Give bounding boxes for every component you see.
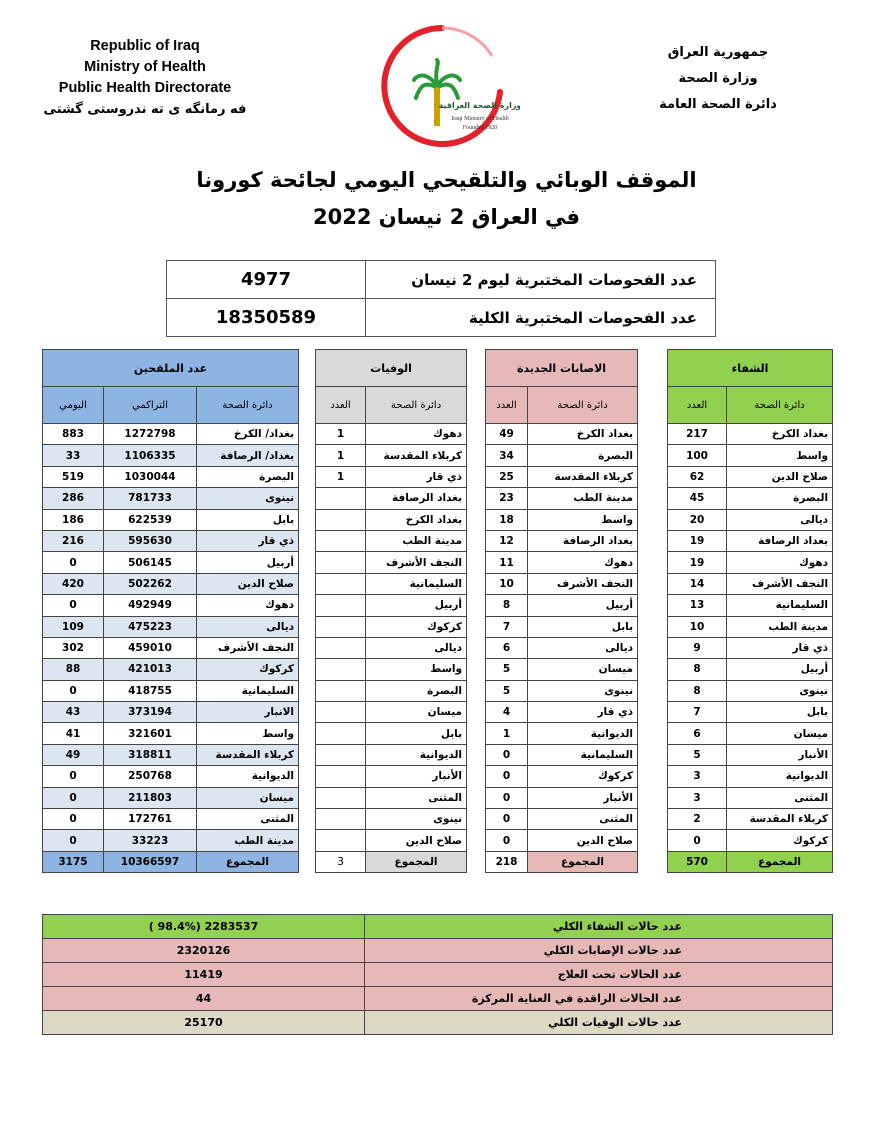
vac-daily-cell: 41 — [43, 723, 104, 744]
vac-cumulative-cell: 595630 — [104, 530, 197, 551]
vac-directorate-cell: نينوى — [197, 488, 299, 509]
cases-directorate-cell: بغداد الرصافة — [528, 530, 638, 551]
deaths-directorate-cell: كربلاء المقدسة — [366, 445, 467, 466]
deaths-directorate-cell: النجف الأشرف — [366, 552, 467, 573]
vac-daily-cell: 286 — [43, 488, 104, 509]
table-row — [43, 680, 833, 701]
recovery-count-cell: 19 — [668, 552, 727, 573]
recovery-count-cell: 19 — [668, 530, 727, 551]
page-subtitle-date: في العراق 2 نيسان 2022 — [313, 205, 580, 229]
section-header-row — [43, 350, 833, 387]
deaths-count-cell — [316, 809, 366, 830]
deaths-count-cell — [316, 595, 366, 616]
header-country: Republic of Iraq — [90, 38, 200, 54]
vac-cumulative-cell: 172761 — [104, 809, 197, 830]
recovery-count-cell: 14 — [668, 573, 727, 594]
deaths-count-cell — [316, 766, 366, 787]
deaths-count-cell — [316, 659, 366, 680]
vac-cumulative-cell: 211803 — [104, 787, 197, 808]
recovery-directorate-cell: بغداد الكرخ — [727, 424, 833, 445]
recovery-count-cell: 62 — [668, 466, 727, 487]
summary-label: عدد حالات الشفاء الكلي — [365, 915, 833, 939]
cases-directorate-cell: دهوك — [528, 552, 638, 573]
table-row — [43, 787, 833, 808]
recovery-count-cell: 8 — [668, 680, 727, 701]
cases-count-cell: 5 — [486, 659, 528, 680]
recovery-directorate-cell: كربلاء المقدسة — [727, 809, 833, 830]
deaths-directorate-cell: كركوك — [366, 616, 467, 637]
summary-row-under-treatment — [43, 963, 833, 987]
vac-directorate-cell: البصرة — [197, 466, 299, 487]
deaths-directorate-cell: بغداد الكرخ — [366, 509, 467, 530]
recovery-directorate-cell: المثنى — [727, 787, 833, 808]
cases-directorate-cell: واسط — [528, 509, 638, 530]
vac-cumulative-cell: 506145 — [104, 552, 197, 573]
vac-cumulative-cell: 459010 — [104, 637, 197, 658]
table-row — [43, 766, 833, 787]
deaths-directorate-cell: السليمانية — [366, 573, 467, 594]
recovery-count-cell: 3 — [668, 787, 727, 808]
recovery-directorate-header: دائرة الصحة — [727, 387, 833, 424]
deaths-count-cell — [316, 702, 366, 723]
daily-tests-value: 4977 — [167, 261, 366, 299]
recovery-count-cell: 3 — [668, 766, 727, 787]
summary-label: عدد الحالات الراقدة في العناية المركزة — [365, 987, 833, 1011]
vac-cumulative-cell: 421013 — [104, 659, 197, 680]
cases-total: 218 — [486, 851, 528, 872]
deaths-section-header: الوفيات — [316, 350, 467, 387]
deaths-total: 3 — [316, 851, 366, 872]
recovery-count-cell: 45 — [668, 488, 727, 509]
vac-daily-cell: 0 — [43, 766, 104, 787]
vac-directorate-cell: أربيل — [197, 552, 299, 573]
vac-cumulative-cell: 475223 — [104, 616, 197, 637]
page-title: الموقف الوبائي والتلقيحي اليومي لجائحة كورونا — [196, 168, 697, 192]
recovery-total: 570 — [668, 851, 727, 872]
vac-cumulative-cell: 33223 — [104, 830, 197, 851]
header-arabic — [643, 40, 793, 118]
cases-count-cell: 7 — [486, 616, 528, 637]
vac-daily-cell: 0 — [43, 809, 104, 830]
deaths-directorate-cell: الأنبار — [366, 766, 467, 787]
cases-count-cell: 4 — [486, 702, 528, 723]
vac-cumulative-cell: 373194 — [104, 702, 197, 723]
vac-directorate-cell: السليمانية — [197, 680, 299, 701]
deaths-directorate-cell: دهوك — [366, 424, 467, 445]
vac-daily-cell: 0 — [43, 830, 104, 851]
vac-cumulative-cell: 781733 — [104, 488, 197, 509]
recovery-count-header: العدد — [668, 387, 727, 424]
vac-directorate-cell: الانبار — [197, 702, 299, 723]
recovery-count-cell: 8 — [668, 659, 727, 680]
header-ar-directorate: دائرة الصحة العامة — [659, 97, 777, 112]
vac-cumulative-cell: 250768 — [104, 766, 197, 787]
recovery-directorate-cell: الديوانية — [727, 766, 833, 787]
cases-count-cell: 1 — [486, 723, 528, 744]
cases-count-header: العدد — [486, 387, 528, 424]
deaths-count-cell — [316, 830, 366, 851]
recovery-count-cell: 2 — [668, 809, 727, 830]
table-row — [43, 702, 833, 723]
deaths-directorate-cell: مدينة الطب — [366, 530, 467, 551]
cases-directorate-cell: الأنبار — [528, 787, 638, 808]
vac-directorate-cell: النجف الأشرف — [197, 637, 299, 658]
vac-cumulative-cell: 492949 — [104, 595, 197, 616]
summary-value: 2320126 — [43, 939, 365, 963]
vac-daily-cell: 0 — [43, 680, 104, 701]
deaths-count-cell — [316, 573, 366, 594]
vac-daily-cell: 0 — [43, 552, 104, 573]
vac-daily-total: 3175 — [43, 851, 104, 872]
cases-directorate-cell: ميسان — [528, 659, 638, 680]
header-directorate: Public Health Directorate — [58, 80, 232, 96]
vac-daily-cell: 519 — [43, 466, 104, 487]
table-row — [43, 466, 833, 487]
recovery-count-cell: 5 — [668, 744, 727, 765]
recovery-directorate-cell: النجف الأشرف — [727, 573, 833, 594]
vac-cumulative-cell: 318811 — [104, 744, 197, 765]
vac-daily-cell: 302 — [43, 637, 104, 658]
vac-directorate-cell: دهوك — [197, 595, 299, 616]
summary-label: عدد الحالات تحت العلاج — [365, 963, 833, 987]
cumulative-summary-table — [42, 914, 833, 1035]
vac-cumulative-cell: 622539 — [104, 509, 197, 530]
deaths-directorate-cell: الديوانية — [366, 744, 467, 765]
cases-total-label: المجموع — [528, 851, 638, 872]
cases-count-cell: 23 — [486, 488, 528, 509]
table-row — [43, 616, 833, 637]
cases-section-header: الاصابات الجديدة — [486, 350, 638, 387]
deaths-count-cell — [316, 530, 366, 551]
deaths-directorate-cell: ميسان — [366, 702, 467, 723]
recovery-directorate-cell: دهوك — [727, 552, 833, 573]
vac-daily-cell: 43 — [43, 702, 104, 723]
header-english — [40, 36, 250, 120]
summary-row-icu — [43, 987, 833, 1011]
vac-daily-cell: 49 — [43, 744, 104, 765]
summary-value: 25170 — [43, 1011, 365, 1035]
cases-directorate-cell: البصرة — [528, 445, 638, 466]
cases-directorate-cell: بابل — [528, 616, 638, 637]
cases-count-cell: 0 — [486, 787, 528, 808]
recovery-count-cell: 10 — [668, 616, 727, 637]
recovery-section-header: الشفاء — [668, 350, 833, 387]
summary-value: 11419 — [43, 963, 365, 987]
vac-daily-cell: 0 — [43, 595, 104, 616]
deaths-directorate-cell: بابل — [366, 723, 467, 744]
cases-count-cell: 5 — [486, 680, 528, 701]
table-row — [43, 424, 833, 445]
recovery-directorate-cell: بابل — [727, 702, 833, 723]
recovery-directorate-cell: ديالى — [727, 509, 833, 530]
recovery-count-cell: 9 — [668, 637, 727, 658]
vac-directorate-cell: واسط — [197, 723, 299, 744]
cases-count-cell: 25 — [486, 466, 528, 487]
vac-cumulative-cell: 1106335 — [104, 445, 197, 466]
deaths-count-cell — [316, 787, 366, 808]
table-row — [43, 637, 833, 658]
table-row — [43, 659, 833, 680]
recovery-directorate-cell: السليمانية — [727, 595, 833, 616]
deaths-count-cell — [316, 552, 366, 573]
deaths-count-cell — [316, 723, 366, 744]
cases-count-cell: 0 — [486, 830, 528, 851]
lab-tests-table — [166, 260, 716, 337]
cases-count-cell: 8 — [486, 595, 528, 616]
recovery-count-cell: 7 — [668, 702, 727, 723]
recovery-count-cell: 6 — [668, 723, 727, 744]
recovery-count-cell: 100 — [668, 445, 727, 466]
cases-count-cell: 6 — [486, 637, 528, 658]
vac-directorate-cell: صلاح الدين — [197, 573, 299, 594]
deaths-count-cell — [316, 744, 366, 765]
header-kurdish: فه رمانگه ی ته ندروستی گشتی — [43, 102, 247, 117]
logo-english-text: Iraqi Ministry of Health — [451, 116, 509, 122]
deaths-count-cell: 1 — [316, 466, 366, 487]
cases-directorate-cell: الديوانية — [528, 723, 638, 744]
vac-directorate-header: دائرة الصحة — [197, 387, 299, 424]
cases-directorate-cell: كركوك — [528, 766, 638, 787]
cases-directorate-cell: المثنى — [528, 809, 638, 830]
deaths-count-cell: 1 — [316, 445, 366, 466]
cases-count-cell: 34 — [486, 445, 528, 466]
cases-count-cell: 11 — [486, 552, 528, 573]
recovery-count-cell: 217 — [668, 424, 727, 445]
deaths-count-cell — [316, 637, 366, 658]
recovery-directorate-cell: واسط — [727, 445, 833, 466]
table-row — [43, 723, 833, 744]
summary-row-deaths — [43, 1011, 833, 1035]
cases-directorate-cell: ذي قار — [528, 702, 638, 723]
vac-cumulative-cell: 502262 — [104, 573, 197, 594]
table-row — [43, 509, 833, 530]
cases-directorate-cell: مدينة الطب — [528, 488, 638, 509]
table-row — [43, 809, 833, 830]
deaths-count-header: العدد — [316, 387, 366, 424]
deaths-directorate-header: دائرة الصحة — [366, 387, 467, 424]
vac-daily-cell: 186 — [43, 509, 104, 530]
daily-tests-label: عدد الفحوصات المختبرية ليوم 2 نيسان — [366, 261, 716, 299]
vac-directorate-cell: ديالى — [197, 616, 299, 637]
recovery-directorate-cell: مدينة الطب — [727, 616, 833, 637]
vac-directorate-cell: كربلاء المقدسة — [197, 744, 299, 765]
table-row — [43, 488, 833, 509]
recovery-directorate-cell: ميسان — [727, 723, 833, 744]
total-tests-label: عدد الفحوصات المختبرية الكلية — [366, 299, 716, 337]
vac-cumulative-header: التراكمي — [104, 387, 197, 424]
deaths-directorate-cell: ديالى — [366, 637, 467, 658]
recovery-directorate-cell: صلاح الدين — [727, 466, 833, 487]
vac-daily-cell: 420 — [43, 573, 104, 594]
vac-directorate-cell: بغداد/ الكرخ — [197, 424, 299, 445]
recovery-total-label: المجموع — [727, 851, 833, 872]
vac-directorate-cell: ذي قار — [197, 530, 299, 551]
vaccinated-section-header: عدد الملقحين — [43, 350, 299, 387]
table-row — [43, 445, 833, 466]
summary-label: عدد حالات الإصابات الكلي — [365, 939, 833, 963]
cases-count-cell: 0 — [486, 809, 528, 830]
table-row — [43, 744, 833, 765]
cases-directorate-cell: النجف الأشرف — [528, 573, 638, 594]
total-tests-value: 18350589 — [167, 299, 366, 337]
cases-directorate-cell: كربلاء المقدسة — [528, 466, 638, 487]
vac-cumulative-cell: 1030044 — [104, 466, 197, 487]
recovery-directorate-cell: البصرة — [727, 488, 833, 509]
cases-directorate-cell: بغداد الكرخ — [528, 424, 638, 445]
vac-daily-cell: 0 — [43, 787, 104, 808]
summary-row-total-cases — [43, 939, 833, 963]
total-tests-row — [167, 299, 716, 337]
vac-daily-header: اليومي — [43, 387, 104, 424]
cases-count-cell: 10 — [486, 573, 528, 594]
column-header-row — [43, 387, 833, 424]
recovery-count-cell: 0 — [668, 830, 727, 851]
vac-directorate-cell: بابل — [197, 509, 299, 530]
recovery-directorate-cell: كركوك — [727, 830, 833, 851]
recovery-directorate-cell: نينوى — [727, 680, 833, 701]
deaths-count-cell — [316, 680, 366, 701]
vac-daily-cell: 216 — [43, 530, 104, 551]
deaths-directorate-cell: المثنى — [366, 787, 467, 808]
table-row — [43, 530, 833, 551]
summary-label: عدد حالات الوفيات الكلي — [365, 1011, 833, 1035]
deaths-directorate-cell: ذي قار — [366, 466, 467, 487]
vac-cumulative-cell: 321601 — [104, 723, 197, 744]
deaths-directorate-cell: بغداد الرصافة — [366, 488, 467, 509]
vac-directorate-cell: ميسان — [197, 787, 299, 808]
recovery-directorate-cell: الأنبار — [727, 744, 833, 765]
header-ar-country: جمهورية العراق — [667, 45, 769, 60]
recovery-count-cell: 13 — [668, 595, 727, 616]
vac-daily-cell: 883 — [43, 424, 104, 445]
table-row — [43, 595, 833, 616]
totals-row — [43, 851, 833, 872]
vac-total-label: المجموع — [197, 851, 299, 872]
cases-directorate-cell: نينوى — [528, 680, 638, 701]
cases-directorate-cell: ديالى — [528, 637, 638, 658]
vac-cumulative-total: 10366597 — [104, 851, 197, 872]
table-row — [43, 830, 833, 851]
recovery-directorate-cell: ذي قار — [727, 637, 833, 658]
vac-daily-cell: 88 — [43, 659, 104, 680]
summary-value: 44 — [43, 987, 365, 1011]
deaths-directorate-cell: البصرة — [366, 680, 467, 701]
vac-daily-cell: 33 — [43, 445, 104, 466]
vac-directorate-cell: كركوك — [197, 659, 299, 680]
data-rows — [43, 424, 833, 852]
deaths-directorate-cell: نينوى — [366, 809, 467, 830]
cases-count-cell: 18 — [486, 509, 528, 530]
recovery-count-cell: 20 — [668, 509, 727, 530]
cases-count-cell: 12 — [486, 530, 528, 551]
deaths-count-cell — [316, 509, 366, 530]
deaths-count-cell: 1 — [316, 424, 366, 445]
deaths-directorate-cell: واسط — [366, 659, 467, 680]
deaths-directorate-cell: أربيل — [366, 595, 467, 616]
cases-directorate-cell: أربيل — [528, 595, 638, 616]
vac-daily-cell: 109 — [43, 616, 104, 637]
cases-count-cell: 0 — [486, 744, 528, 765]
deaths-directorate-cell: صلاح الدين — [366, 830, 467, 851]
vac-directorate-cell: بغداد/ الرصافة — [197, 445, 299, 466]
vac-directorate-cell: المثنى — [197, 809, 299, 830]
vac-directorate-cell: الديوانية — [197, 766, 299, 787]
cases-directorate-cell: السليمانية — [528, 744, 638, 765]
logo-founded-text: Founded 1920 — [462, 125, 498, 131]
recovery-directorate-cell: أربيل — [727, 659, 833, 680]
recovery-directorate-cell: بغداد الرصافة — [727, 530, 833, 551]
summary-row-recovered — [43, 915, 833, 939]
daily-tests-row — [167, 261, 716, 299]
ministry-logo — [364, 22, 520, 150]
cases-directorate-cell: صلاح الدين — [528, 830, 638, 851]
vac-directorate-cell: مدينة الطب — [197, 830, 299, 851]
deaths-count-cell — [316, 488, 366, 509]
table-row — [43, 573, 833, 594]
table-row — [43, 552, 833, 573]
header-ar-ministry: وزارة الصحة — [678, 71, 758, 86]
logo-arabic-text: وزارة الصحة العراقية — [438, 101, 520, 110]
summary-value: ( 98.4%) 2283537 — [43, 915, 365, 939]
cases-count-cell: 49 — [486, 424, 528, 445]
cases-count-cell: 0 — [486, 766, 528, 787]
header-ministry: Ministry of Health — [84, 59, 206, 75]
deaths-total-label: المجموع — [366, 851, 467, 872]
deaths-count-cell — [316, 616, 366, 637]
daily-statistics-table — [42, 349, 833, 873]
vac-cumulative-cell: 418755 — [104, 680, 197, 701]
vac-cumulative-cell: 1272798 — [104, 424, 197, 445]
cases-directorate-header: دائرة الصحة — [528, 387, 638, 424]
